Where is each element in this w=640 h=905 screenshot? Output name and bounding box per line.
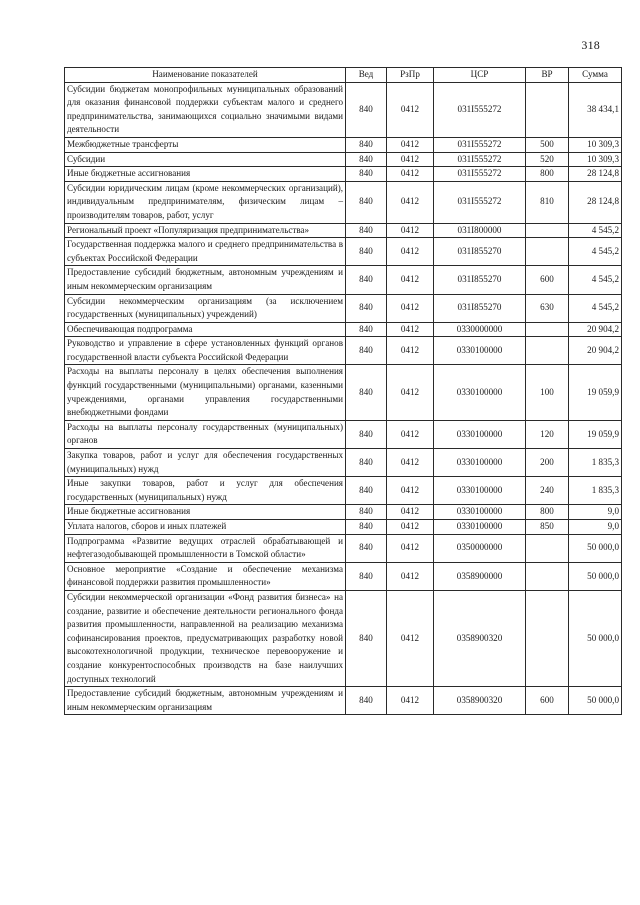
row-csr: 0358900320 bbox=[434, 590, 526, 686]
row-name: Обеспечивающая подпрограмма bbox=[65, 322, 346, 337]
table-row bbox=[65, 562, 622, 590]
table-row bbox=[65, 365, 622, 420]
table-row bbox=[65, 520, 622, 535]
row-ved: 840 bbox=[346, 590, 387, 686]
row-sum: 9,0 bbox=[569, 520, 622, 535]
row-csr: 0330100000 bbox=[434, 520, 526, 535]
row-name: Субсидии некоммерческой организации «Фонд развития бизнеса» на создание, развитие и обеспечение деятельности регионального фонда развития промышленности, направленной на реализацию механизма софинансирования проектов, предусматривающих разработку новой высокотехнологичной продукции, техническое перевооружение и создание конкурентоспособных производств на базе наилучших доступных технологий bbox=[65, 590, 346, 686]
row-csr: 0330100000 bbox=[434, 420, 526, 448]
row-name: Государственная поддержка малого и среднего предпринимательства в субъектах Российской Федерации bbox=[65, 238, 346, 266]
row-csr: 0330100000 bbox=[434, 505, 526, 520]
row-name: Расходы на выплаты персоналу государственных (муниципальных) органов bbox=[65, 420, 346, 448]
row-ved: 840 bbox=[346, 223, 387, 238]
row-ved: 840 bbox=[346, 534, 387, 562]
row-ved: 840 bbox=[346, 449, 387, 477]
row-ved: 840 bbox=[346, 266, 387, 294]
row-vr: 850 bbox=[526, 520, 569, 535]
row-csr: 031I555272 bbox=[434, 82, 526, 137]
row-sum: 50 000,0 bbox=[569, 534, 622, 562]
row-csr: 0330000000 bbox=[434, 322, 526, 337]
row-sum: 38 434,1 bbox=[569, 82, 622, 137]
row-rzpr: 0412 bbox=[387, 477, 434, 505]
row-vr: 200 bbox=[526, 449, 569, 477]
header-ved: Вед bbox=[346, 68, 387, 83]
row-name: Субсидии юридическим лицам (кроме некоммерческих организаций), индивидуальным предпринимателям, физическим лицам – производителям товаров, работ, услуг bbox=[65, 181, 346, 223]
row-csr: 0350000000 bbox=[434, 534, 526, 562]
row-vr bbox=[526, 223, 569, 238]
table-row bbox=[65, 223, 622, 238]
row-name: Руководство и управление в сфере установленных функций органов государственной власти субъекта Российской Федерации bbox=[65, 337, 346, 365]
row-vr: 100 bbox=[526, 365, 569, 420]
row-vr bbox=[526, 82, 569, 137]
row-ved: 840 bbox=[346, 167, 387, 182]
row-ved: 840 bbox=[346, 238, 387, 266]
row-sum: 4 545,2 bbox=[569, 266, 622, 294]
table-row bbox=[65, 167, 622, 182]
row-rzpr: 0412 bbox=[387, 238, 434, 266]
row-csr: 031I555272 bbox=[434, 181, 526, 223]
row-rzpr: 0412 bbox=[387, 181, 434, 223]
budget-table bbox=[64, 67, 622, 715]
row-csr: 031I855270 bbox=[434, 238, 526, 266]
row-rzpr: 0412 bbox=[387, 562, 434, 590]
table-row bbox=[65, 477, 622, 505]
row-rzpr: 0412 bbox=[387, 152, 434, 167]
row-sum: 50 000,0 bbox=[569, 687, 622, 715]
row-sum: 50 000,0 bbox=[569, 590, 622, 686]
row-sum: 50 000,0 bbox=[569, 562, 622, 590]
row-vr: 240 bbox=[526, 477, 569, 505]
row-name: Региональный проект «Популяризация предпринимательства» bbox=[65, 223, 346, 238]
row-ved: 840 bbox=[346, 505, 387, 520]
row-sum: 1 835,3 bbox=[569, 449, 622, 477]
row-name: Подпрограмма «Развитие ведущих отраслей обрабатывающей и нефтегазодобывающей промышленности в Томской области» bbox=[65, 534, 346, 562]
table-row bbox=[65, 152, 622, 167]
row-vr bbox=[526, 337, 569, 365]
row-name: Уплата налогов, сборов и иных платежей bbox=[65, 520, 346, 535]
row-vr: 520 bbox=[526, 152, 569, 167]
table-row bbox=[65, 181, 622, 223]
table-row bbox=[65, 322, 622, 337]
row-ved: 840 bbox=[346, 82, 387, 137]
row-ved: 840 bbox=[346, 181, 387, 223]
row-ved: 840 bbox=[346, 365, 387, 420]
row-vr: 630 bbox=[526, 294, 569, 322]
row-ved: 840 bbox=[346, 520, 387, 535]
table-row bbox=[65, 337, 622, 365]
row-csr: 0330100000 bbox=[434, 477, 526, 505]
row-ved: 840 bbox=[346, 420, 387, 448]
table-row bbox=[65, 238, 622, 266]
row-rzpr: 0412 bbox=[387, 82, 434, 137]
row-ved: 840 bbox=[346, 477, 387, 505]
header-vr: ВР bbox=[526, 68, 569, 83]
row-csr: 031I800000 bbox=[434, 223, 526, 238]
row-rzpr: 0412 bbox=[387, 449, 434, 477]
row-vr bbox=[526, 562, 569, 590]
row-rzpr: 0412 bbox=[387, 590, 434, 686]
table-row bbox=[65, 294, 622, 322]
row-csr: 0358900000 bbox=[434, 562, 526, 590]
row-vr bbox=[526, 590, 569, 686]
table-body bbox=[65, 82, 622, 715]
row-ved: 840 bbox=[346, 152, 387, 167]
row-sum: 1 835,3 bbox=[569, 477, 622, 505]
row-csr: 031I855270 bbox=[434, 294, 526, 322]
row-rzpr: 0412 bbox=[387, 520, 434, 535]
table-header-row bbox=[65, 68, 622, 83]
row-sum: 20 904,2 bbox=[569, 322, 622, 337]
row-name: Предоставление субсидий бюджетным, автономным учреждениям и иным некоммерческим организациям bbox=[65, 687, 346, 715]
row-sum: 9,0 bbox=[569, 505, 622, 520]
row-vr: 810 bbox=[526, 181, 569, 223]
row-ved: 840 bbox=[346, 562, 387, 590]
row-csr: 031I555272 bbox=[434, 137, 526, 152]
row-ved: 840 bbox=[346, 687, 387, 715]
row-sum: 4 545,2 bbox=[569, 238, 622, 266]
table-row bbox=[65, 590, 622, 686]
row-csr: 0330100000 bbox=[434, 365, 526, 420]
row-sum: 10 309,3 bbox=[569, 152, 622, 167]
row-sum: 20 904,2 bbox=[569, 337, 622, 365]
table-row bbox=[65, 137, 622, 152]
row-name: Субсидии бюджетам монопрофильных муниципальных образований для оказания финансовой поддержки субъектам малого и среднего предпринимательства, занимающихся социально значимыми видами деятельности bbox=[65, 82, 346, 137]
row-name: Иные бюджетные ассигнования bbox=[65, 167, 346, 182]
header-sum: Сумма bbox=[569, 68, 622, 83]
row-rzpr: 0412 bbox=[387, 687, 434, 715]
row-ved: 840 bbox=[346, 137, 387, 152]
header-name: Наименование показателей bbox=[65, 68, 346, 83]
row-rzpr: 0412 bbox=[387, 505, 434, 520]
row-rzpr: 0412 bbox=[387, 337, 434, 365]
row-ved: 840 bbox=[346, 322, 387, 337]
row-name: Расходы на выплаты персоналу в целях обеспечения выполнения функций государственными (муниципальными) органами, казенными учреждениями, органами управления государственными внебюджетными фондами bbox=[65, 365, 346, 420]
row-vr: 600 bbox=[526, 266, 569, 294]
row-rzpr: 0412 bbox=[387, 137, 434, 152]
row-rzpr: 0412 bbox=[387, 266, 434, 294]
row-csr: 031I555272 bbox=[434, 167, 526, 182]
row-vr bbox=[526, 534, 569, 562]
row-name: Субсидии bbox=[65, 152, 346, 167]
row-rzpr: 0412 bbox=[387, 365, 434, 420]
table-row bbox=[65, 449, 622, 477]
table-row bbox=[65, 420, 622, 448]
row-name: Иные бюджетные ассигнования bbox=[65, 505, 346, 520]
row-rzpr: 0412 bbox=[387, 534, 434, 562]
row-name: Межбюджетные трансферты bbox=[65, 137, 346, 152]
row-vr: 800 bbox=[526, 167, 569, 182]
row-vr bbox=[526, 322, 569, 337]
table-row bbox=[65, 534, 622, 562]
row-name: Закупка товаров, работ и услуг для обеспечения государственных (муниципальных) нужд bbox=[65, 449, 346, 477]
row-sum: 28 124,8 bbox=[569, 181, 622, 223]
row-csr: 0330100000 bbox=[434, 337, 526, 365]
table-row bbox=[65, 687, 622, 715]
row-csr: 031I555272 bbox=[434, 152, 526, 167]
row-csr: 031I855270 bbox=[434, 266, 526, 294]
row-vr bbox=[526, 238, 569, 266]
row-rzpr: 0412 bbox=[387, 322, 434, 337]
row-rzpr: 0412 bbox=[387, 223, 434, 238]
row-name: Основное мероприятие «Создание и обеспечение механизма финансовой поддержки развития промышленности» bbox=[65, 562, 346, 590]
page-number: 318 bbox=[581, 38, 600, 52]
row-ved: 840 bbox=[346, 294, 387, 322]
row-rzpr: 0412 bbox=[387, 294, 434, 322]
row-vr: 800 bbox=[526, 505, 569, 520]
header-rzpr: РзПр bbox=[387, 68, 434, 83]
row-sum: 19 059,9 bbox=[569, 365, 622, 420]
row-sum: 28 124,8 bbox=[569, 167, 622, 182]
table-row bbox=[65, 266, 622, 294]
row-csr: 0330100000 bbox=[434, 449, 526, 477]
row-sum: 4 545,2 bbox=[569, 223, 622, 238]
header-csr: ЦСР bbox=[434, 68, 526, 83]
row-rzpr: 0412 bbox=[387, 167, 434, 182]
row-sum: 10 309,3 bbox=[569, 137, 622, 152]
row-vr: 600 bbox=[526, 687, 569, 715]
table-row bbox=[65, 82, 622, 137]
row-csr: 0358900320 bbox=[434, 687, 526, 715]
row-vr: 120 bbox=[526, 420, 569, 448]
row-name: Субсидии некоммерческим организациям (за исключением государственных (муниципальных) учреждений) bbox=[65, 294, 346, 322]
row-name: Предоставление субсидий бюджетным, автономным учреждениям и иным некоммерческим организациям bbox=[65, 266, 346, 294]
row-vr: 500 bbox=[526, 137, 569, 152]
table-row bbox=[65, 505, 622, 520]
row-rzpr: 0412 bbox=[387, 420, 434, 448]
row-sum: 19 059,9 bbox=[569, 420, 622, 448]
row-sum: 4 545,2 bbox=[569, 294, 622, 322]
row-name: Иные закупки товаров, работ и услуг для обеспечения государственных (муниципальных) нужд bbox=[65, 477, 346, 505]
row-ved: 840 bbox=[346, 337, 387, 365]
